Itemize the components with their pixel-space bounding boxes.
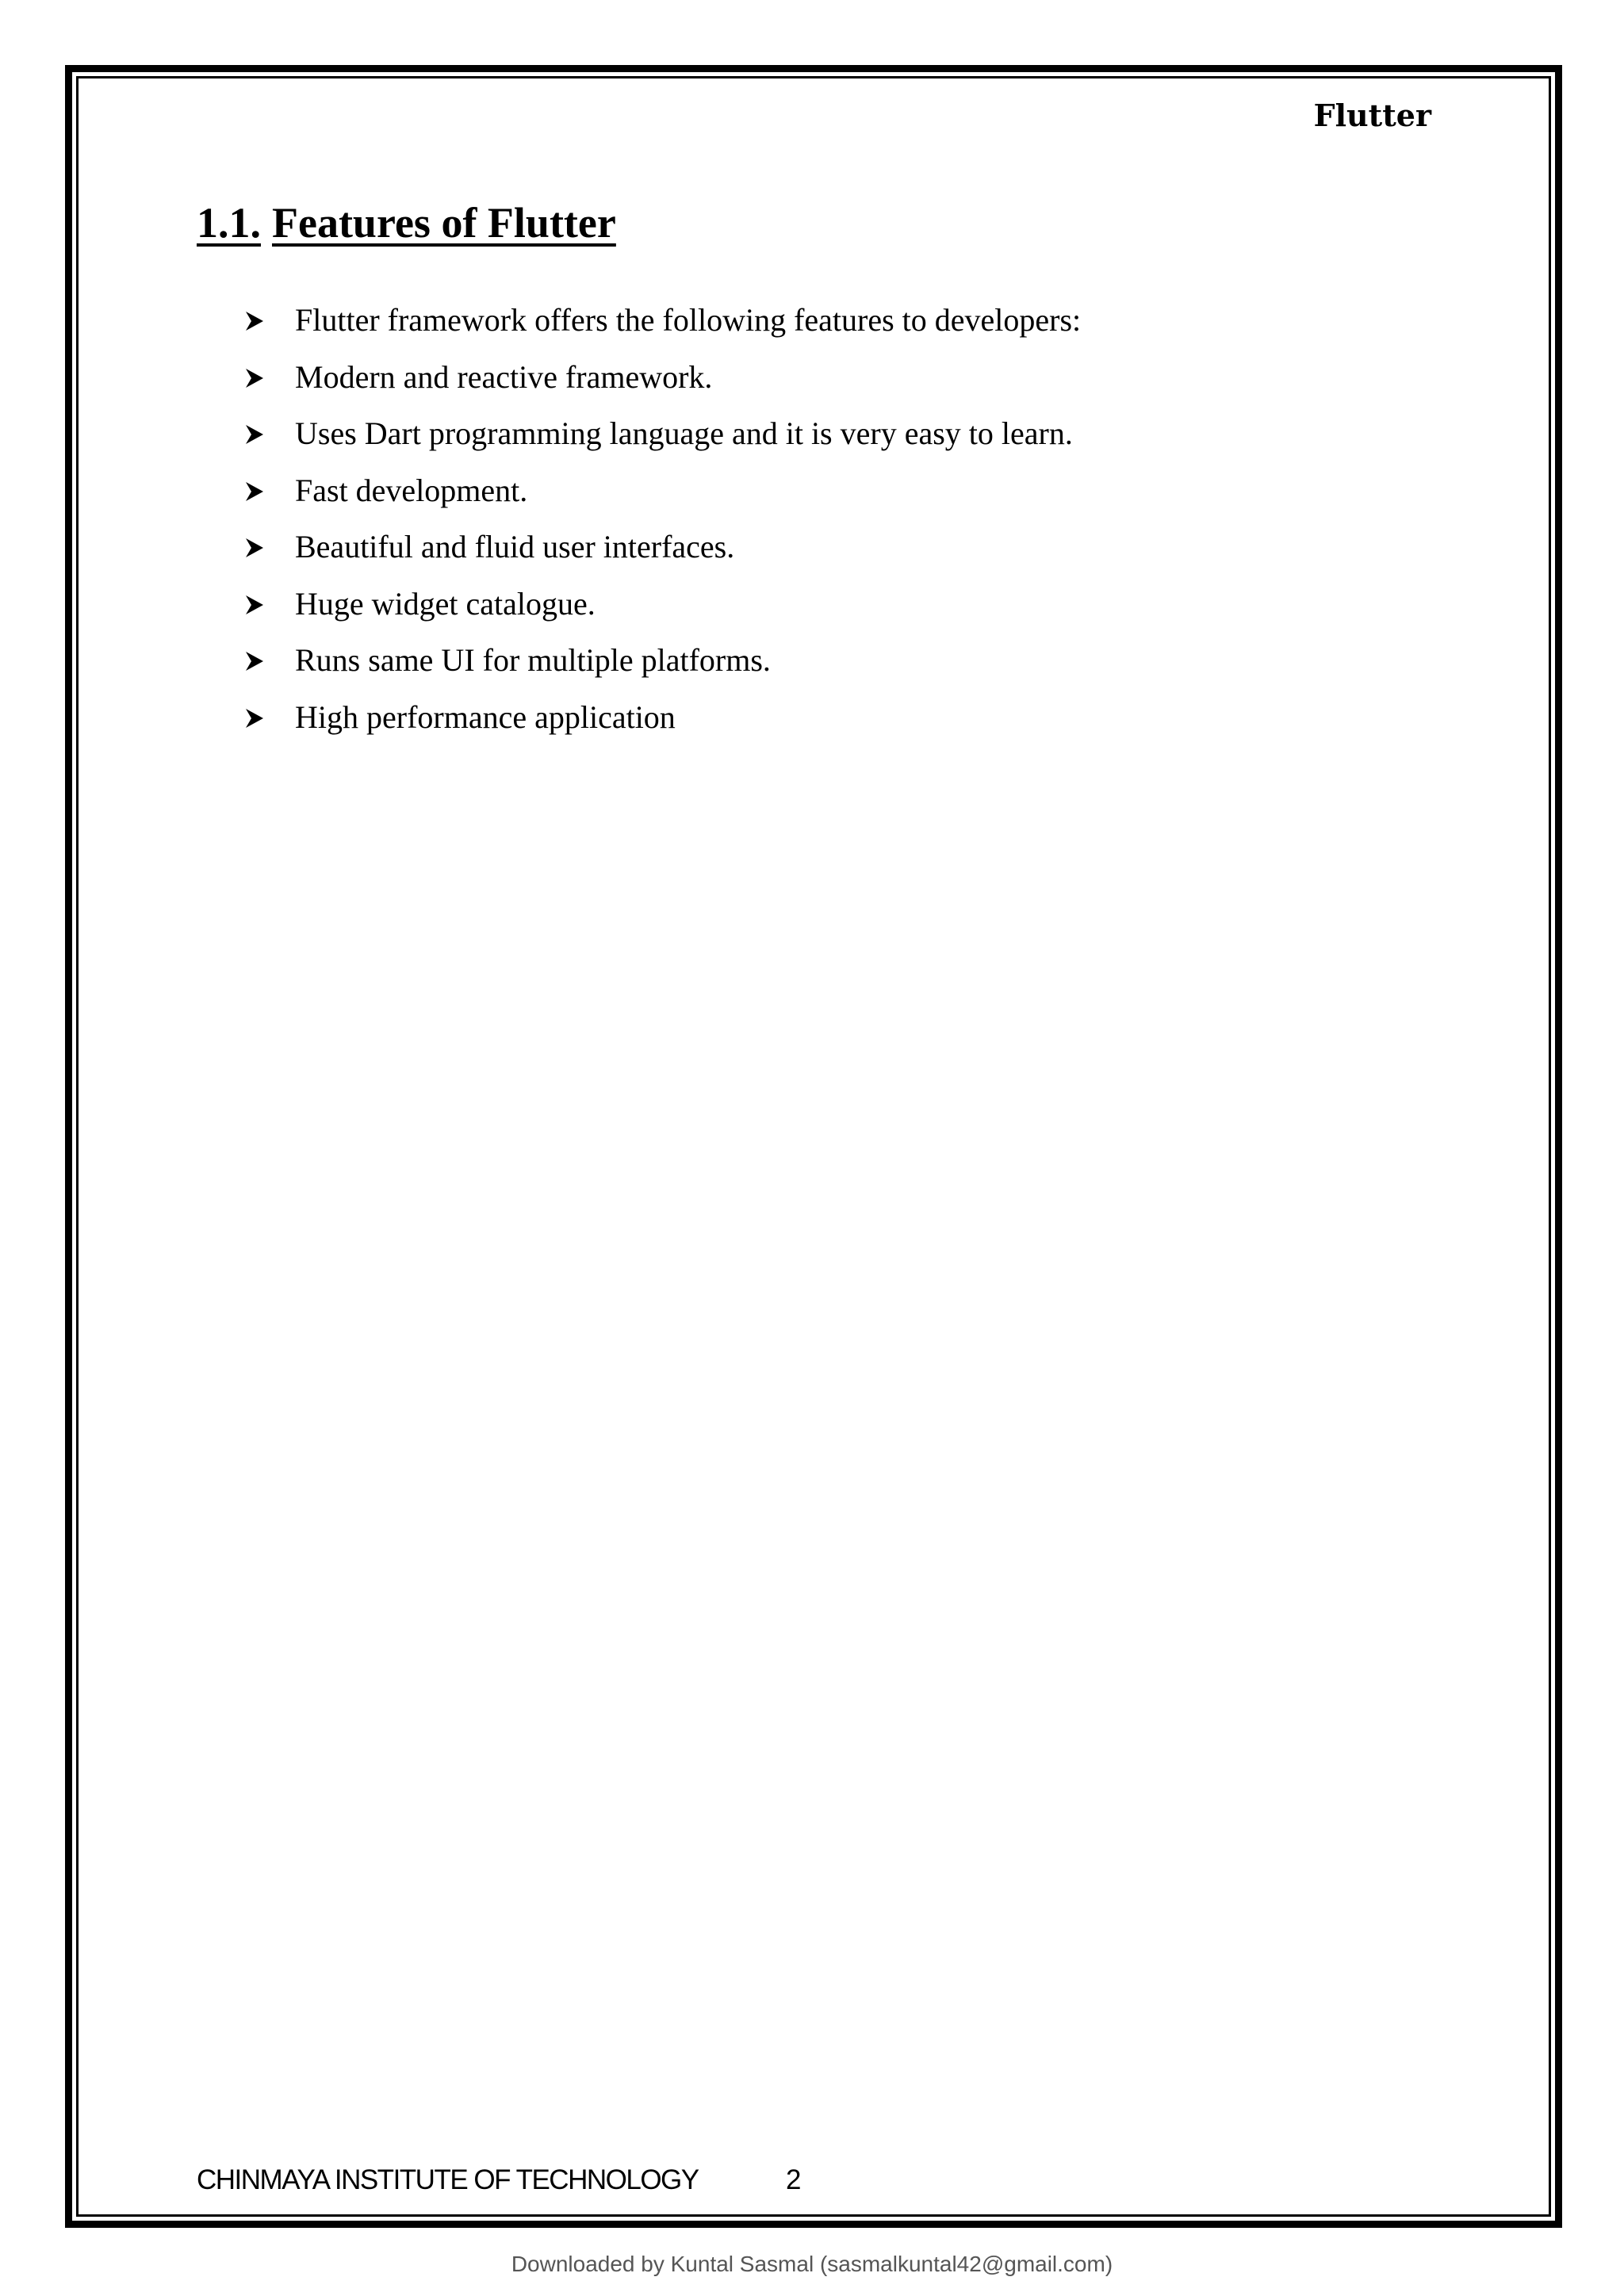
list-item <box>246 576 1081 633</box>
list-item-text: Uses Dart programming language and it is very easy to learn. <box>295 415 1073 451</box>
section-heading: Features of Flutter <box>272 199 616 247</box>
list-item <box>246 519 1081 576</box>
footer-page-number: 2 <box>786 2164 802 2195</box>
list-item <box>246 632 1081 689</box>
list-item-text: Beautiful and fluid user interfaces. <box>295 529 735 564</box>
arrowhead-bullet-icon <box>246 425 263 444</box>
footer-institute-name: CHINMAYA INSTITUTE OF TECHNOLOGY <box>197 2164 699 2195</box>
list-item-text: High performance application <box>295 698 676 735</box>
feature-list <box>246 292 1081 745</box>
list-item-text: Huge widget catalogue. <box>295 585 596 622</box>
list-item <box>246 462 1081 519</box>
section-title <box>197 195 616 251</box>
list-item-text: Runs same UI for multiple platforms. <box>295 642 771 678</box>
arrowhead-bullet-icon <box>246 369 263 388</box>
list-item-text: Modern and reactive framework. <box>295 358 713 395</box>
arrowhead-bullet-icon <box>246 312 263 331</box>
arrowhead-bullet-icon <box>246 595 263 614</box>
list-item <box>246 349 1081 406</box>
arrowhead-bullet-icon <box>246 482 263 501</box>
list-item <box>246 689 1081 746</box>
list-item-text: Flutter framework offers the following features to developers: <box>295 302 1082 338</box>
running-header: Flutter <box>1313 98 1431 133</box>
arrowhead-bullet-icon <box>246 652 263 671</box>
download-attribution: Downloaded by Kuntal Sasmal (sasmalkuntal42@gmail.com) <box>511 2252 1113 2276</box>
list-item-text: Fast development. <box>295 472 528 508</box>
arrowhead-bullet-icon <box>246 538 263 557</box>
list-item <box>246 292 1081 349</box>
arrowhead-bullet-icon <box>246 709 263 728</box>
section-number: 1.1. <box>197 199 261 247</box>
list-item <box>246 405 1081 462</box>
